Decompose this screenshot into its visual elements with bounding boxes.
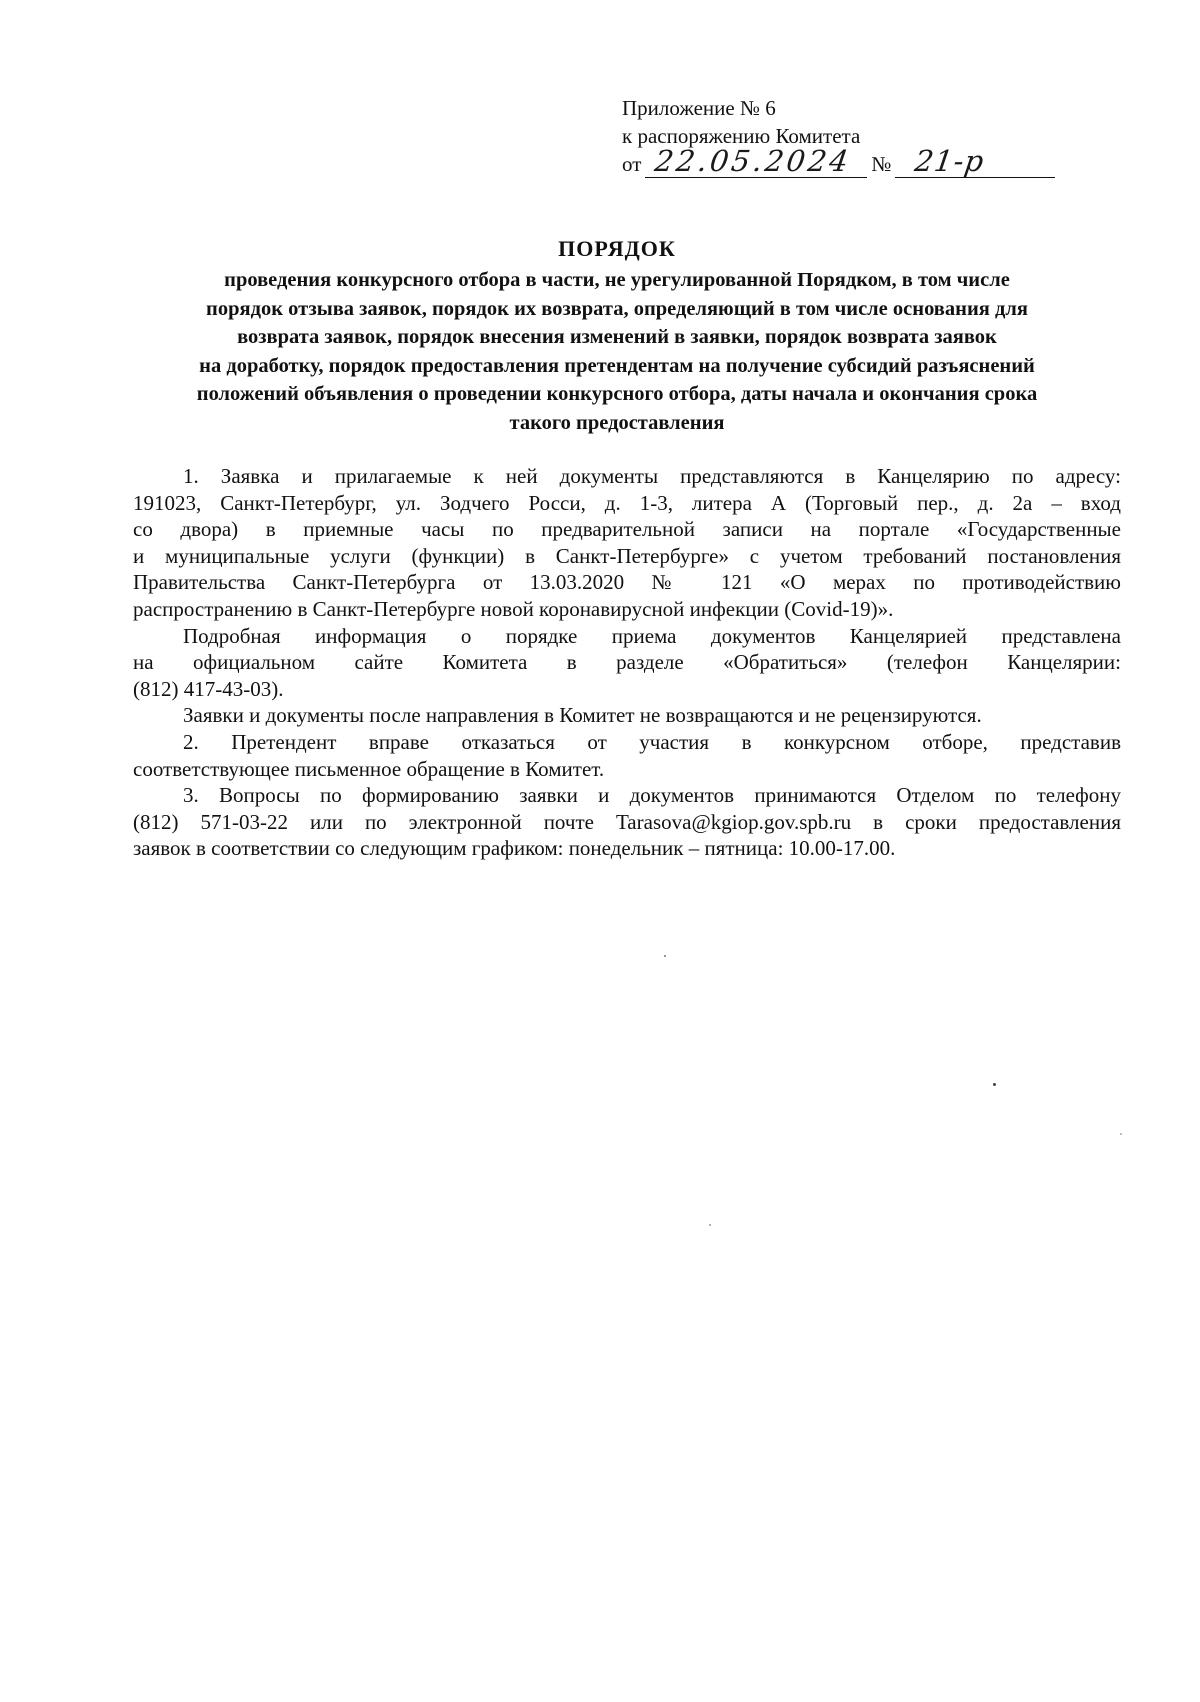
paragraph-2 (133, 729, 1121, 782)
date-field (645, 144, 867, 178)
number-field (895, 144, 1055, 178)
from-label: от (622, 152, 642, 176)
text-line: 3. Вопросы по формированию заявки и документов принимаются Отделом по телефону (183, 783, 1121, 808)
text-line: Заявки и документы после направления в Комитет не возвращаются и не рецензируются. (183, 703, 982, 728)
paragraph-1 (133, 463, 1121, 623)
handwritten-date: 22.05.2024 (653, 144, 854, 178)
text-line: 1. Заявка и прилагаемые к ней документы представляются в Канцелярию по адресу: (183, 464, 1121, 488)
appendix-header (622, 94, 1082, 178)
handwritten-number: 21-р (913, 144, 988, 178)
number-label: № (871, 152, 892, 176)
subtitle-line: возврата заявок, порядок внесения изменений в заявки, порядок возврата заявок (237, 326, 997, 348)
scan-speck (1120, 1133, 1122, 1135)
text-line: соответствующее письменное обращение в Комитет. (133, 756, 605, 781)
appendix-reference: к распоряжению Комитета (622, 124, 861, 148)
document-body (133, 463, 1121, 862)
subtitle-line: такого предоставления (509, 411, 725, 434)
text-line: Подробная информация о порядке приема документов Канцелярией представлена (183, 623, 1121, 648)
text-line: со двора) в приемные часы по предварительной записи на портале «Государственные (133, 517, 1121, 542)
text-line: (812) 571-03-22 или по электронной почте Tarasova@kgiop.gov.spb.ru в сроки предоставления (133, 809, 1121, 834)
subtitle-line: порядок отзыва заявок, порядок их возврата, определяющий в том числе основания для (206, 297, 1028, 320)
text-line: и муниципальные услуги (функции) в Санкт-Петербурге» с учетом требований постановления (133, 543, 1121, 568)
document-title: ПОРЯДОК (558, 236, 676, 261)
text-line: (812) 417-43-03). (133, 676, 284, 701)
text-line: 191023, Санкт-Петербург, ул. Зодчего Росси, д. 1-3, литера А (Торговый пер., д. 2а – вход (133, 490, 1121, 515)
subtitle-line: положений объявления о проведении конкурсного отбора, даты начала и окончания срока (196, 383, 1038, 405)
scan-speck (709, 1224, 711, 1226)
paragraph-1-note (133, 702, 1121, 729)
paragraph-3 (133, 782, 1121, 862)
text-line: Правительства Санкт-Петербурга от 13.03.2020 № 121 «О мерах по противодействию (133, 570, 1121, 595)
subtitle-line: проведения конкурсного отбора в части, не урегулированной Порядком, в том числе (224, 269, 1010, 291)
document-subtitle (110, 266, 1124, 437)
text-line: 2. Претендент вправе отказаться от участия в конкурсном отборе, представив (183, 729, 1121, 754)
text-line: заявок в соответствии со следующим графиком: понедельник – пятница: 10.00-17.00. (133, 836, 896, 861)
registration-line (622, 144, 1082, 178)
text-line: распространению в Санкт-Петербурге новой коронавирусной инфекции (Covid-19)». (133, 596, 894, 621)
appendix-number: Приложение № 6 (622, 96, 776, 120)
text-line: на официальном сайте Комитета в разделе «Обратиться» (телефон Канцелярии: (133, 650, 1121, 675)
scan-speck (993, 1083, 996, 1086)
scan-speck (664, 955, 666, 957)
paragraph-1-details (133, 623, 1121, 703)
subtitle-line: на доработку, порядок предоставления претендентам на получение субсидий разъяснений (199, 354, 1035, 377)
